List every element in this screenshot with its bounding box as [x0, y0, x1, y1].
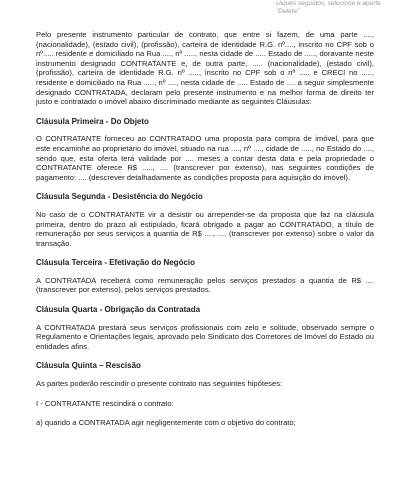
instruction-note: cliques seguidos, selecione e aperte "Delete" [276, 0, 381, 15]
clause-3-title: Cláusula Terceira - Efetivação do Negócio [36, 258, 196, 268]
rescission-item-i: I - CONTRATANTE rescindirá o contrato: [36, 398, 174, 408]
contract-document [36, 30, 374, 428]
clause-1-text: O CONTRATANTE forneceu ao CONTRATADO uma proposta para compra de imóvel, para que este encaminhe ao proprietário do imóvel, situado na rua ...., nº ...., cidade de ....., no Estado do ...., sendo que, esta oferta terá validade por .... meses a contar desta data e pela propriedade o CONTRATANTE oferece R$ ....., .... (transcrever por extenso), nas seguintes condições de pagamento: .... (descrever detalhadamente as condições proposta para aquisição do imóvel). [36, 134, 374, 182]
clause-2-text: No caso de o CONTRATANTE vir a desistir ou arrepender-se da proposta que faz na cláusula primeira, dentro do prazo ali estipulado, ficará obrigado a pagar ao CONTRATADO, a título de remuneração por seus serviços a quantia de R$ ...., .... (transcrever por extenso) sobre o valor da transação. [36, 209, 374, 248]
contract-intro: Pelo presente instrumento particular de contrato, que entre si fazem, de uma parte ...., (nacionalidade), (estado civil), (profissão), carteira de identidade R.G. nº...., inscrito no CPF sob o nº..... residente e domiciliado na Rua ...., nº ....., nesta cidade de ..... Estado de ....., doravante neste instrumento designado CONTRATANTE e, de outra parte, ..... (nacionalidade), (estado civil), (profissão), carteira de identidade R.G. nº ....., inscrito no CPF sob o nº ..... e CRECI no ....., residente e domiciliado na Rua ....., nº ...., nesta cidade de ..... Estado de .... a seguir simplesmente designado CONTRATADA, declaram pelo presente instrumento e na melhor forma de direito ter justo e contratado o imóvel abaixo discriminado mediante as seguintes Cláusulas: [36, 30, 374, 107]
clause-4-text: A CONTRATADA prestará seus serviços profissionais com zelo e solitude, observado sempre o Regulamento e Orientações legais, aprovado pelo Sindicato dos Corretores de Imóvel do Estado ou entidades afins. [36, 322, 374, 351]
clause-3-text: A CONTRATADA receberá como remuneração pelos serviços prestados a quantia de R$ .... (transcrever por extenso), pelos serviços prestados. [36, 275, 374, 295]
clause-2-title: Cláusula Segunda - Desistência do Negócio [36, 192, 203, 202]
clause-4-title: Cláusula Quarta - Obrigação da Contratada [36, 305, 201, 315]
clause-1-title: Cláusula Primeira - Do Objeto [36, 116, 149, 126]
rescission-item-a: a) quando a CONTRATADA agir negligentemente com o objetivo do contrato; [36, 418, 296, 428]
clause-5-title: Cláusula Quinta – Rescisão [36, 361, 141, 371]
clause-5-text: As partes poderão rescindir o presente contrato nas seguintes hipóteses: [36, 379, 283, 389]
